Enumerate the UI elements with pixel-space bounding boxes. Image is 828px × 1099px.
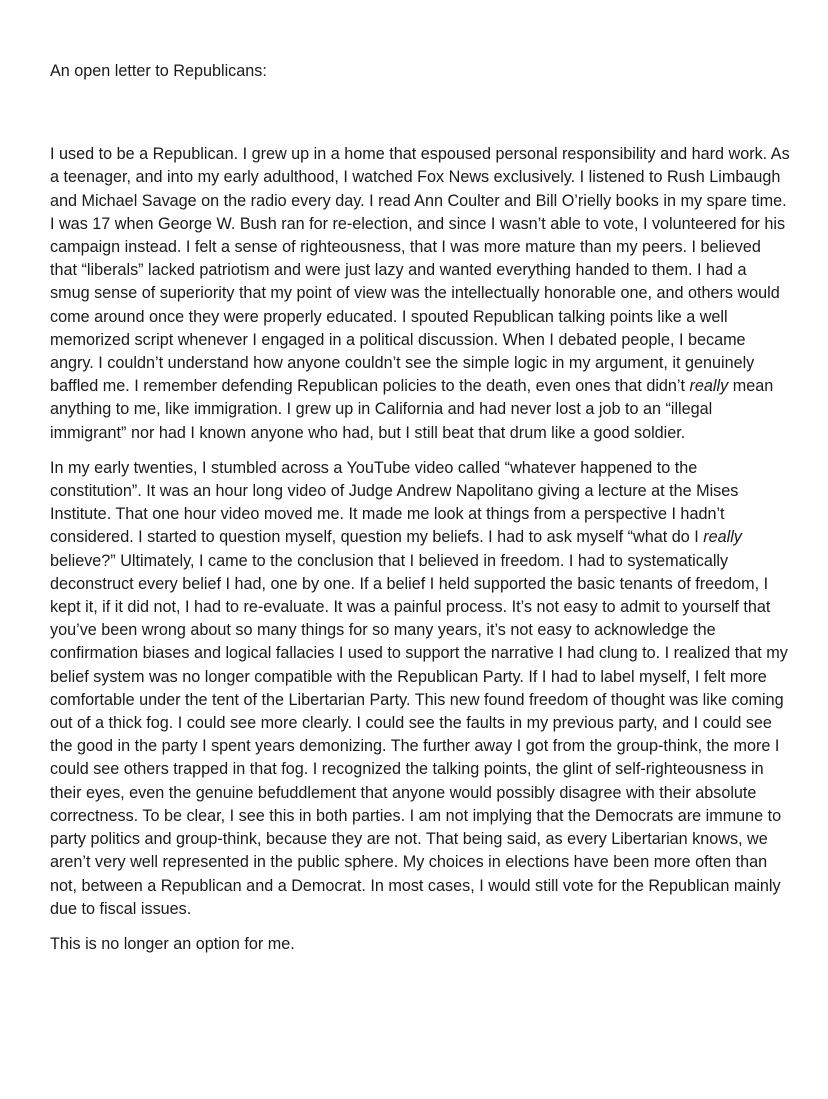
paragraph-1 bbox=[50, 143, 790, 445]
letter-page bbox=[50, 60, 790, 956]
paragraph-2-part-1: In my early twenties, I stumbled across a YouTube video called “whatever happened to the constitution”. It was an hour long video of Judge Andrew Napolitano giving a lecture at the Mises Institute. That one hour video moved me. It made me look at things from a perspective I hadn’t considered. I started to question myself, question my beliefs. I had to ask myself “what do I bbox=[50, 458, 739, 547]
paragraph-1-emphasis: really bbox=[689, 377, 729, 396]
paragraph-2-emphasis: really bbox=[703, 528, 742, 547]
letter-closing: This is no longer an option for me. bbox=[50, 934, 295, 953]
paragraph-1-part-1: I used to be a Republican. I grew up in a home that espoused personal responsibility and hard work. As a teenager, and into my early adulthood, I watched Fox News exclusively. I listened to Rush Limbaugh and Michael Savage on the radio every day. I read Ann Coulter and Bill O’rielly books in my spare time. I was 17 when George W. Bush ran for re-election, and since I wasn’t able to vote, I volunteered for his campaign instead. I felt a sense of righteousness, that I was more mature than my peers. I believed that “liberals” lacked patriotism and were just lazy and wanted everything handed to them. I had a smug sense of superiority that my point of view was the intellectually honorable one, and others would come around once they were properly educated. I spouted Republican talking points like a well memorized script whenever I engaged in a political discussion. When I debated people, I became angry. I couldn’t understand how anyone couldn’t see the simple logic in my argument, it genuinely baffled me. I remember defending Republican policies to the death, even ones that didn’t bbox=[50, 145, 790, 396]
paragraph-2 bbox=[50, 457, 790, 921]
letter-salutation: An open letter to Republicans: bbox=[50, 62, 267, 80]
paragraph-2-part-2: believe?” Ultimately, I came to the conclusion that I believed in freedom. I had to systematically deconstruct every belief I had, one by one. If a belief I held supported the basic tenants of freedom, I kept it, if it did not, I had to re-evaluate. It was a painful process. It’s not easy to admit to yourself that you’ve been wrong about so many things for so many years, it’s not easy to acknowledge the confirmation biases and logical fallacies I used to support the narrative I had clung to. I realized that my belief system was no longer compatible with the Republican Party. If I had to label myself, I felt more comfortable under the tent of the Libertarian Party. This new found freedom of thought was like coming out of a thick fog. I could see more clearly. I could see the faults in my previous party, and I could see the good in the party I spent years demonizing. The further away I got from the group-think, the more I could see others trapped in that fog. I recognized the talking points, the glint of self-righteousness in their eyes, even the genuine befuddlement that anyone would possibly disagree with their absolute correctness. To be clear, I see this in both parties. I am not implying that the Democrats are immune to party politics and group-think, because they are not. That being said, as every Libertarian knows, we aren’t very well represented in the public sphere. My choices in elections have been more often than not, between a Republican and a Democrat. In most cases, I would still vote for the Republican mainly due to fiscal issues. bbox=[50, 551, 788, 918]
paragraph-1-part-2: mean anything to me, like immigration. I grew up in California and had never lost a job to an “illegal immigrant” nor had I known anyone who had, but I still beat that drum like a good soldier. bbox=[50, 377, 774, 442]
